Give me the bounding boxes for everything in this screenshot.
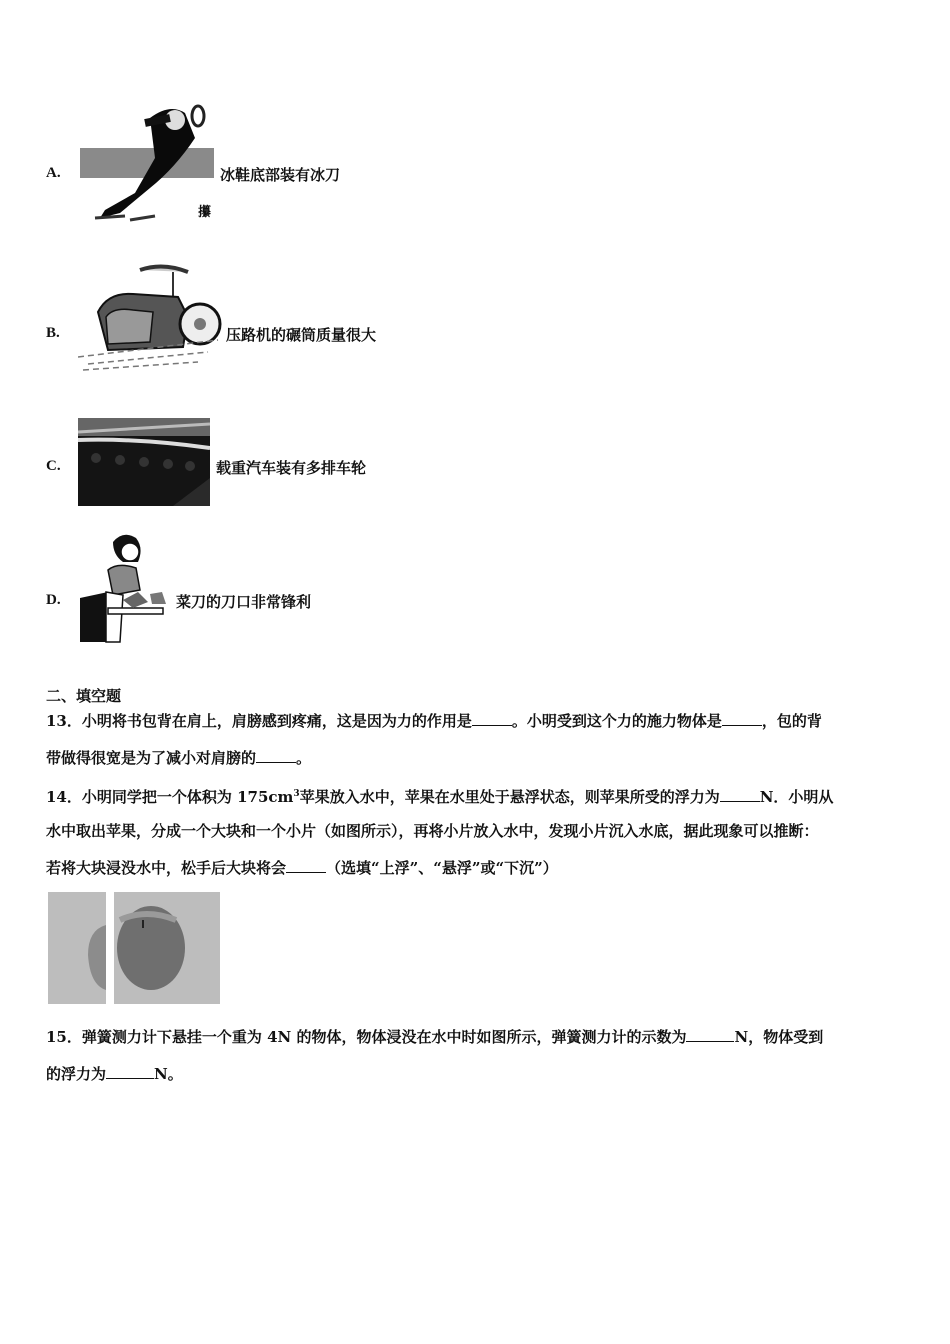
woman-cutting-image [78,530,173,645]
question-15-line-1 [46,1027,823,1047]
question-13-line-1 [46,711,822,731]
road-roller-image [78,262,223,380]
option-a-label: A. [46,165,61,181]
q14-text-2: 苹果放入水中，苹果在水里处于悬浮状态，则苹果所受的浮力为 [299,788,720,806]
q14-text-1: 14．小明同学把一个体积为 175cm [46,788,294,806]
q15-blank-1[interactable] [686,1027,734,1042]
q13-blank-3[interactable] [256,748,296,763]
q15-text-1: 15．弹簧测力计下悬挂一个重为 4N 的物体，物体浸没在水中时如图所示，弹簧测力计的示数为 [46,1028,687,1046]
heavy-truck-image [78,418,210,506]
q15-blank-2[interactable] [106,1064,154,1079]
option-c-text: 载重汽车装有多排车轮 [216,459,367,477]
q14-text-3: N．小明从 [759,788,834,806]
question-14-line-2: 水中取出苹果，分成一个大块和一个小片（如图所示），再将小片放入水中，发现小片沉入水底，据此现象可以推断： [46,822,819,840]
question-14-line-1 [46,784,833,807]
option-d-label: D. [46,592,61,608]
option-d-text: 菜刀的刀口非常锋利 [176,593,312,611]
section-title: 二、填空题 [46,687,122,705]
question-14-line-3 [46,858,558,878]
q13-text-3: ，包的背 [761,712,822,730]
q13-text-4: 带做得很宽是为了减小对肩膀的 [46,749,257,767]
q14-blank-2[interactable] [286,858,326,873]
q14-blank-1[interactable] [720,787,760,802]
q13-blank-1[interactable] [472,711,512,726]
svg-text:攥: 攥 [198,205,212,220]
q13-text-1: 13．小明将书包背在肩上，肩膀感到疼痛，这是因为力的作用是 [46,712,472,730]
question-13-line-2 [46,748,311,768]
q15-text-2: N，物体受到 [734,1028,824,1046]
q15-text-4: N。 [154,1065,183,1083]
q13-text-2: 。小明受到这个力的施力物体是 [511,712,722,730]
q14-text-4: 若将大块浸没水中，松手后大块将会 [46,859,287,877]
question-15-line-2 [46,1064,183,1084]
q14-text-5: （选填“上浮”、“悬浮”或“下沉”） [326,859,558,877]
option-b-label: B. [46,325,60,341]
q15-text-3: 的浮力为 [46,1065,107,1083]
q13-blank-2[interactable] [722,711,762,726]
option-c-label: C. [46,458,61,474]
q14-superscript: 3 [293,789,300,799]
speed-skater-image [80,98,214,228]
q13-text-5: 。 [296,749,312,767]
option-b-text: 压路机的碾筒质量很大 [226,326,377,344]
apple-cut-image [46,890,222,1008]
option-a-text: 冰鞋底部装有冰刀 [220,166,341,184]
